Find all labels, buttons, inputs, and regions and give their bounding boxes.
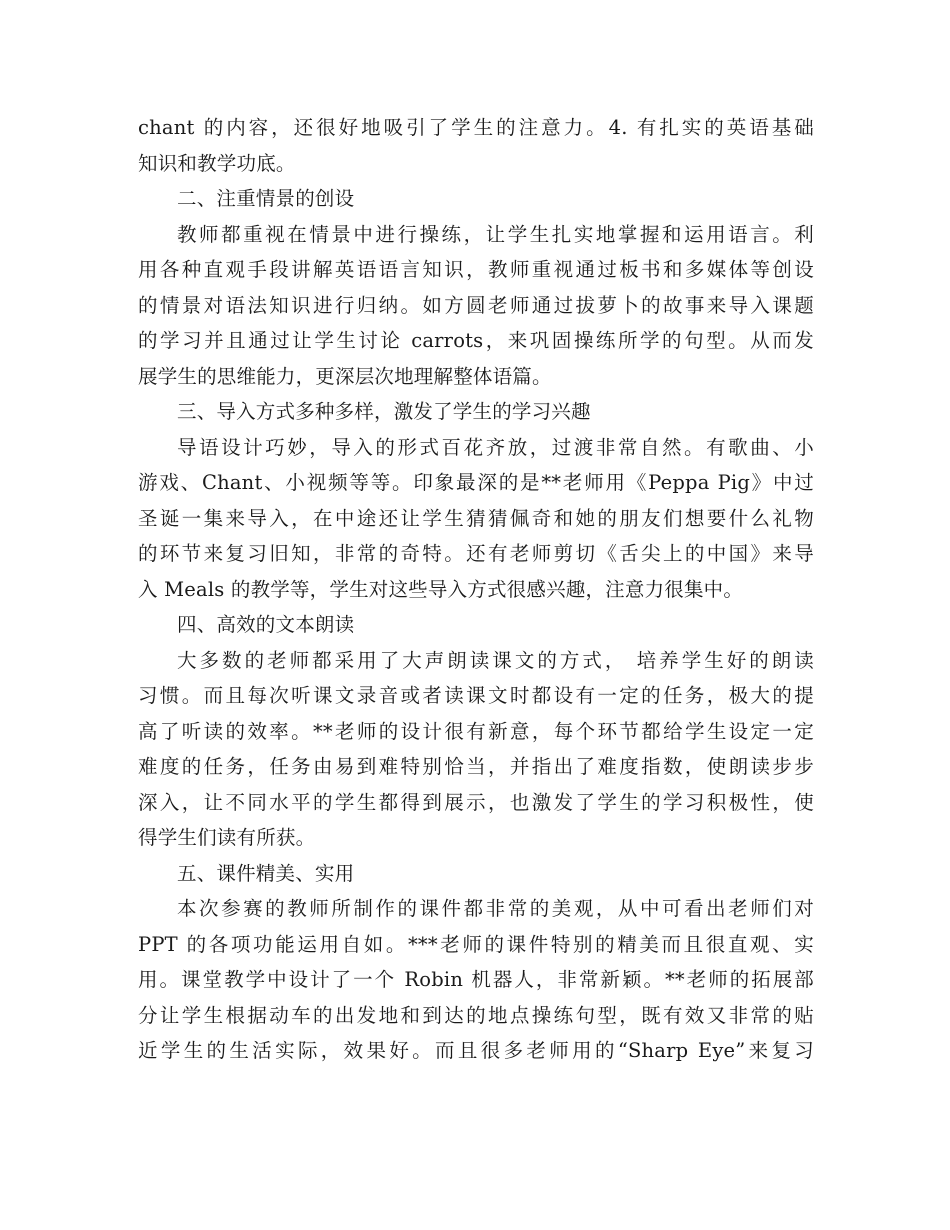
text-line: 入 Meals 的教学等，学生对这些导入方式很感兴趣，注意力很集中。 <box>138 577 744 601</box>
body-paragraph <box>138 217 814 395</box>
text-line: 展学生的思维能力，更深层次地理解整体语篇。 <box>138 364 552 388</box>
document-page <box>138 110 814 1069</box>
text-line: 大多数的老师都采用了大声朗读课文的方式， 培养学生好的朗读 <box>177 648 814 672</box>
text-line: 用各种直观手段讲解英语语言知识，教师重视通过板书和多媒体等创设 <box>138 258 814 281</box>
text-line: 的学习并且通过让学生讨论 carrots，来巩固操练所学的句型。从而发 <box>138 329 814 352</box>
text-line: 圣诞一集来导入，在中途还让学生猜猜佩奇和她的朋友们想要什么礼物 <box>138 506 814 530</box>
text-line: 四、高效的文本朗读 <box>177 613 355 636</box>
text-line: 用。课堂教学中设计了一个 Robin 机器人，非常新颖。**老师的拓展部 <box>138 968 814 991</box>
text-line: 分让学生根据动车的出发地和到达的地点操练句型，既有效又非常的贴 <box>138 1003 814 1027</box>
text-line: chant 的内容，还很好地吸引了学生的注意力。4. 有扎实的英语基础 <box>138 116 814 139</box>
body-paragraph <box>138 891 814 1069</box>
text-line: 得学生们读有所获。 <box>138 826 316 849</box>
text-line: 五、课件精美、实用 <box>177 861 355 885</box>
section-heading <box>138 394 814 430</box>
section-heading <box>138 181 814 217</box>
text-line: 知识和教学功底。 <box>138 151 296 175</box>
section-heading <box>138 607 814 643</box>
text-line: 三、导入方式多种多样，激发了学生的学习兴趣 <box>177 400 591 423</box>
text-line: 二、注重情景的创设 <box>177 187 355 210</box>
text-line: 本次参赛的教师所制作的课件都非常的美观，从中可看出老师们对 <box>177 897 814 920</box>
text-line: 导语设计巧妙，导入的形式百花齐放，过渡非常自然。有歌曲、小 <box>177 435 814 459</box>
text-line: 教师都重视在情景中进行操练，让学生扎实地掌握和运用语言。利 <box>177 222 814 246</box>
body-paragraph <box>138 430 814 608</box>
body-paragraph <box>138 643 814 856</box>
text-line: 游戏、Chant、小视频等等。印象最深的是**老师用《Peppa Pig》中过 <box>138 471 814 494</box>
text-line: 深入，让不同水平的学生都得到展示，也激发了学生的学习积极性，使 <box>138 790 814 814</box>
text-line: 的情景对语法知识进行归纳。如方圆老师通过拔萝卜的故事来导入课题 <box>138 293 814 317</box>
text-line: PPT 的各项功能运用自如。***老师的课件特别的精美而且很直观、实 <box>138 932 814 956</box>
text-line: 的环节来复习旧知，非常的奇特。还有老师剪切《舌尖上的中国》来导 <box>138 542 814 565</box>
text-line: 难度的任务，任务由易到难特别恰当，并指出了难度指数，使朗读步步 <box>138 755 814 778</box>
text-line: 近学生的生活实际，效果好。而且很多老师用的“Sharp Eye”来复习 <box>138 1039 814 1062</box>
section-heading <box>138 856 814 892</box>
continued-paragraph <box>138 110 814 181</box>
text-line: 习惯。而且每次听课文录音或者读课文时都设有一定的任务，极大的提 <box>138 684 814 707</box>
text-line: 高了听读的效率。**老师的设计很有新意，每个环节都给学生设定一定 <box>138 719 814 743</box>
